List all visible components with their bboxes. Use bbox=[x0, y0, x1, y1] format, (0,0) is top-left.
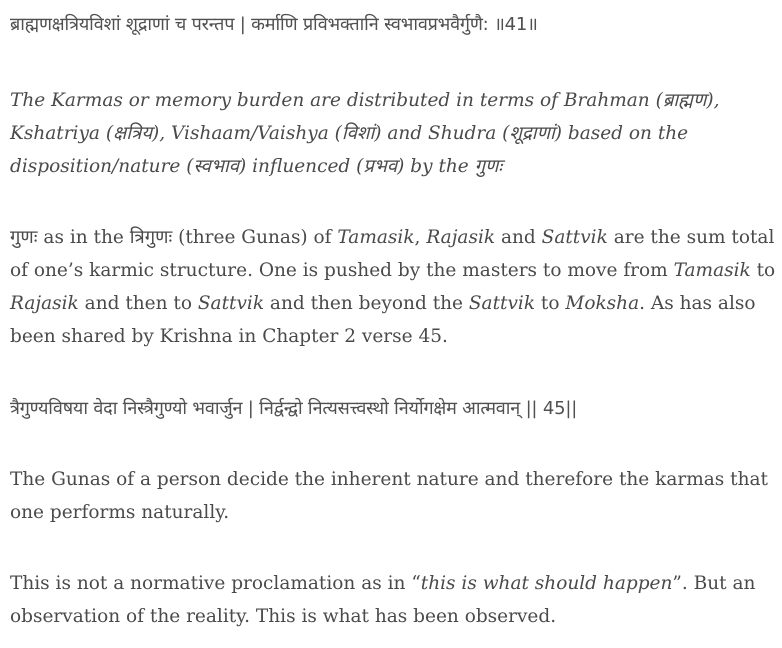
paragraph-nature: The Gunas of a person decide the inherent nature and therefore the karmas that one performs naturally. bbox=[10, 469, 768, 523]
paragraph-karmas-text: The Karmas or memory burden are distributed in terms of Brahman (ब्राह्मण), Kshatriya (क्षत्रिय), Vishaam/Vaishya (विशां) and Shudra (शूद्राणां) based on the disposition/nature (स्वभाव) influenced (प्रभव) by the गुणः bbox=[10, 90, 720, 177]
paragraph-normative: This is not a normative proclamation as in “this is what should happen”. But an observation of the reality. This is what has been observed. bbox=[10, 573, 756, 627]
paragraph-karmas bbox=[10, 84, 780, 183]
paragraph-gunas: गुणः as in the त्रिगुणः (three Gunas) of Tamasik, Rajasik and Sattvik are the sum total of one’s karmic structure. One is pushed by the masters to move from Tamasik to Rajasik and then to Sattvik and then beyond the Sattvik to Moksha. As has also been shared by Krishna in Chapter 2 verse 45. bbox=[10, 227, 776, 347]
verse-41: ब्राह्मणक्षत्रियविशां शूद्राणां च परन्तप | कर्माणि प्रविभक्तानि स्वभावप्रभवैर्गुणै: ॥41॥ bbox=[10, 14, 538, 35]
verse-45: त्रैगुण्यविषया वेदा निस्त्रैगुण्यो भवार्जुन | निर्द्वन्द्वो नित्यसत्त्वस्थो निर्योगक्षेम आत्मवान् || 45|| bbox=[10, 398, 578, 419]
